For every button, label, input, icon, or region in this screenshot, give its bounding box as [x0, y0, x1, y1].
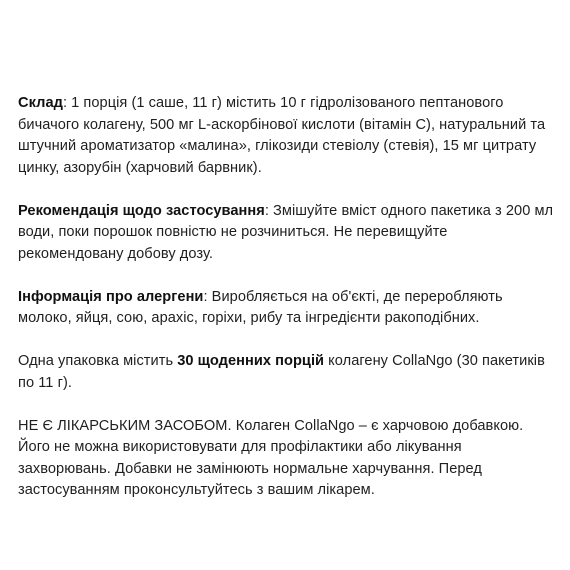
- disclaimer-paragraph: [18, 416, 556, 502]
- composition-label: Склад: [18, 95, 63, 111]
- allergens-text: : Виробляється на об'єкті, де переробляють молоко, яйця, сою, арахіс, горіхи, рибу та інгредієнти ракоподібних.: [18, 288, 503, 326]
- usage-label: Рекомендація щодо застосування: [18, 202, 265, 219]
- allergens-paragraph: [18, 287, 556, 330]
- usage-text: : Змішуйте вміст одного пакетика з 200 мл води, поки порошок повністю не розчиниться. Не перевищуйте рекомендовану добову дозу.: [18, 202, 554, 262]
- composition-text: : 1 порція (1 саше, 11 г) містить 10 г гідролізованого пептанового бичачого колагену, 500 мг L-аскорбінової кислоти (вітамін С), натуральний та штучний ароматизатор «малина», глікозиди стевіолу (стевія), 15 мг цитрату цинку, азорубін (харчовий барвник).: [18, 95, 546, 176]
- package-highlight: 30 щоденних порцій: [177, 353, 325, 369]
- allergens-label: Інформація про алергени: [18, 288, 204, 305]
- package-paragraph: [18, 351, 556, 394]
- composition-paragraph: [18, 93, 556, 179]
- product-description: [18, 93, 556, 502]
- package-suffix: колагену CollaNgo (30 пакетиків по 11 г).: [18, 353, 545, 391]
- usage-paragraph: [18, 201, 556, 266]
- disclaimer-text: НЕ Є ЛІКАРСЬКИМ ЗАСОБОМ. Колаген CollaNgo – є харчовою добавкою. Його не можна використовувати для профілактики або лікування захворювань. Добавки не замінюють нормальне харчування. Перед застосуванням проконсультуйтесь з вашим лікарем.: [18, 417, 524, 498]
- package-prefix: Одна упаковка містить: [18, 353, 178, 369]
